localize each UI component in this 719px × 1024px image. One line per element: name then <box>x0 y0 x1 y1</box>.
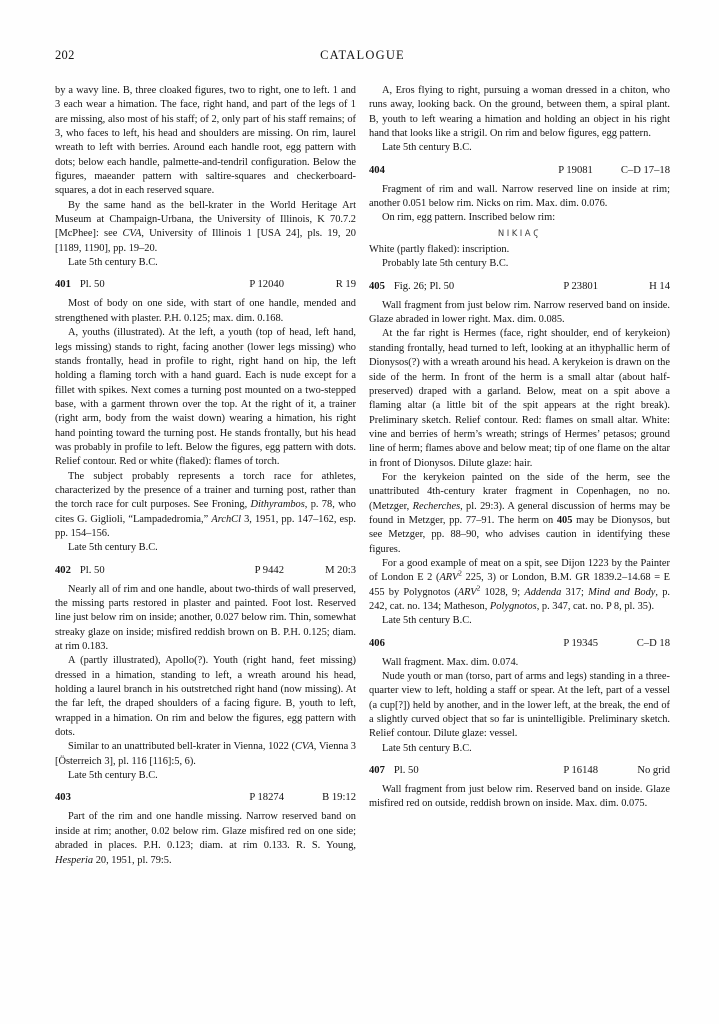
entry-inventory-number: P 12040 <box>249 279 284 291</box>
entry-grid-ref: B 19:12 <box>322 792 356 804</box>
entry-header-406 <box>369 637 670 651</box>
entry-grid-ref: M 20:3 <box>325 564 356 576</box>
paragraph: Wall fragment from just below rim. Reserved band on inside. Glaze misfired red on outside, reddish brown on inside. Max. dim. 0.075. <box>369 784 670 810</box>
paragraph: At the far right is Hermes (face, right shoulder, end of kerykeion) standing frontally, head turned to left, looking at an ithyphallic herm of Dionysos(?) with a wreath around his head. A kerykeion is drawn on the side of the herm. In front of the herm is a small altar (about half-preserved) draped with a garland. Below, meat on a spit above a flaming altar (a little bit of the spit appears at the right break). Preliminary sketch. Relief contour. Red: flames on small altar. White: vine and berries of herm’s wreath; strings of Hermes’ petasos; ground line of herm; flames above and below meat; tip of one flame on the altar in front of Dionysos. Dilute glaze: hair. <box>369 328 670 469</box>
entry-number: 407 <box>369 765 385 777</box>
entry-inventory-number: P 16148 <box>563 765 598 777</box>
entry-number-and-plate <box>369 280 454 294</box>
paragraph: Late 5th century B.C. <box>382 615 472 627</box>
entry-number-and-plate <box>369 764 419 778</box>
entry-number-and-plate <box>55 564 105 578</box>
paragraph: Nude youth or man (torso, part of arms and legs) standing in a three-quarter view to left, holding a staff or spear. At the left, part of a vessel (a cup[?]) held by another, and in the lower left, at the break, the end of a slightly curved object that so far is unintelligible. Preliminary sketch. Relief contour. Dilute glaze: vessel. <box>369 671 670 740</box>
paragraph: A (partly illustrated), Apollo(?). Youth (right hand, feet missing) dressed in a himation, standing to left, a wreath around his head, holding a laurel branch in his outstretched right hand (now missing). At the far left, the draped shoulders of a facing figure. B, youth to left, wrapped in a himation. On rim and below the figures, egg pattern with dots. <box>55 655 356 739</box>
paragraph: Part of the rim and one handle missing. Narrow reserved band on inside at rim; another, 0.02 below rim. Glaze misfired red on one side; abraded in places. P.H. 0.123; diam. at rim 0.133. R. S. Young, Hesperia 20, 1951, pl. 79:5. <box>55 811 356 866</box>
entry-number: 405 <box>369 280 385 292</box>
left-column <box>55 84 356 868</box>
right-column <box>369 84 670 868</box>
entry-number: 403 <box>55 792 71 804</box>
greek-inscription: ΝΙΚΙΑϚ <box>497 228 542 239</box>
entry-grid-ref: R 19 <box>335 279 356 291</box>
page-title: CATALOGUE <box>320 48 405 62</box>
entry-plate-ref: Pl. 50 <box>79 279 105 291</box>
entry-number: 402 <box>55 564 71 576</box>
paragraph: Nearly all of rim and one handle, about two-thirds of wall preserved, the missing parts restored in plaster and painted. Foot lost. Reserved line just below rim on inside; another, 0.027 below rim. Thin, somewhat streaky glaze on inside; misfired reddish brown on B. P.H. 0.125; diam. at rim 0.183. <box>55 583 356 653</box>
paragraph: For the kerykeion painted on the side of the herm, see the unattributed 4th-century krater fragment in Copenhagen, no no. (Metzger, Recherches, pl. 29:3). A general discussion of herms may be found in Metzger, pp. 77–91. The herm on 405 may be Dionysos, but see Metzger, pp. 88–90, who advises caution in identifying these figures. <box>369 471 670 555</box>
paragraph: Late 5th century B.C. <box>382 742 472 754</box>
entry-number-and-plate <box>369 637 394 651</box>
entry-references <box>563 280 670 294</box>
entry-inventory-number: P 19081 <box>558 164 593 176</box>
running-head <box>55 48 670 66</box>
entry-inventory-number: P 18274 <box>249 792 284 804</box>
paragraph: A, Eros flying to right, pursuing a woman dressed in a chiton, who runs away, looking back. On the ground, between them, a spiral plant. B, youth to left wearing a himation and holding an object in his right hand that looks like a strigil. On rim and below figures, egg pattern. <box>369 85 670 140</box>
entry-header-405 <box>369 280 670 294</box>
entry-references <box>249 278 356 292</box>
paragraph: The subject probably represents a torch race for athletes, characterized by the presence of a trainer and turning post, rather than the torch race for cult purposes. See Froning, Dithyrambos, p. 78, who cites G. Giglioli, “Lampadedromia,” ArchCl 3, 1951, pp. 147–162, esp. pp. 154–156. <box>55 470 357 539</box>
paragraph: by a wavy line. B, three cloaked figures, two to right, one to left. 1 and 3 each wear a himation. The face, right hand, and part of the legs of 1 are missing, also most of his staff; of 2, only part of his staff remains; of 3, who faces to left, his head and shoulders are missing. On rim, laurel wreath to left with berries. Around each handle root, egg pattern with dots; below each handle, palmette-and-tendril configuration. Below the figures, maeander pattern with saltire-squares and checkerboard-squares, a dot in each reserved square. <box>55 85 356 197</box>
entry-grid-ref: H 14 <box>649 280 670 292</box>
paragraph: Late 5th century B.C. <box>68 257 158 269</box>
entry-number: 401 <box>55 279 71 291</box>
paragraph: Fragment of rim and wall. Narrow reserved line on inside at rim; another 0.051 below rim. Nicks on rim. Max. dim. 0.076. <box>369 183 670 210</box>
entry-grid-ref: C–D 17–18 <box>620 164 670 176</box>
entry-references <box>563 764 670 778</box>
paragraph: Similar to an unattributed bell-krater in Vienna, 1022 (CVA, Vienna 3 [Österreich 3], pl. 116 [116]:5, 6). <box>55 741 356 767</box>
entry-grid-ref: No grid <box>637 765 670 777</box>
entry-header-402 <box>55 564 356 578</box>
entry-header-403 <box>55 791 356 805</box>
text-columns <box>55 84 670 868</box>
paragraph: Wall fragment from just below rim. Narrow reserved band on inside. Glaze abraded in lower right. Max. dim. 0.085. <box>369 299 670 326</box>
entry-references <box>249 791 356 805</box>
entry-plate-ref: Pl. 50 <box>393 765 419 777</box>
entry-number: 404 <box>369 164 385 176</box>
entry-number-and-plate <box>369 164 394 178</box>
entry-inventory-number: P 23801 <box>563 280 598 292</box>
entry-grid-ref: C–D 18 <box>636 637 670 649</box>
paragraph: White (partly flaked): inscription. <box>369 244 510 256</box>
entry-inventory-number: P 9442 <box>254 564 284 576</box>
paragraph: Late 5th century B.C. <box>68 770 158 782</box>
paragraph: Wall fragment. Max. dim. 0.074. <box>382 656 519 668</box>
page-number: 202 <box>55 48 75 62</box>
entry-number-and-plate <box>55 791 80 805</box>
paragraph: Probably late 5th century B.C. <box>382 258 509 270</box>
entry-number-and-plate <box>55 278 105 292</box>
paragraph: A, youths (illustrated). At the left, a youth (top of head, left hand, legs missing) stands to right, facing another (lower legs missing) who stands frontally, head in profile to right, right hand on hip, the left holding a flaming torch with a hand guard. Each is nude except for a fillet with spikes. Next comes a turning post mounted on a two-stepped base, with a garment thrown over the top. At the right of it, a trainer (right arm, body from the waist down) wearing a himation, his right hand pointing toward the turning post. He stands frontally, but his head was probably in profile to left. Below the figures, egg pattern with dots. Relief contour. Red or white (flaked): flames of torch. <box>55 327 356 468</box>
entry-plate-ref: Fig. 26; Pl. 50 <box>393 280 455 292</box>
paragraph: Late 5th century B.C. <box>68 542 158 554</box>
paragraph: By the same hand as the bell-krater in the World Heritage Art Museum at Champaign-Urbana, the University of Illinois, K 70.7.2 [McPhee]: see CVA, University of Illinois 1 [USA 24], pls. 19, 20 [1189, 1190], pp. 19–20. <box>55 199 356 254</box>
paragraph: Most of body on one side, with start of one handle, mended and strengthened with plaster. P.H. 0.125; max. dim. 0.168. <box>55 298 356 324</box>
entry-references <box>255 564 356 578</box>
paragraph: For a good example of meat on a spit, see Dijon 1223 by the Painter of London E 2 (ARV$^2$ 225, 3) or London, B.M. GR 1839.2–14.68 = E 455 by Polygnotos (ARV$^2$ 1028, 9; Addenda 317; Mind and Body, p. 242, cat. no. 134; Matheson, Polygnotos, p. 347, cat. no. P 8, pl. 35). <box>369 557 671 612</box>
entry-header-401 <box>55 278 356 292</box>
paragraph: Late 5th century B.C. <box>382 142 472 154</box>
paragraph: On rim, egg pattern. Inscribed below rim: <box>382 212 556 224</box>
entry-plate-ref: Pl. 50 <box>79 564 105 576</box>
entry-header-407 <box>369 764 670 778</box>
entry-inventory-number: P 19345 <box>563 637 598 649</box>
entry-number: 406 <box>369 637 385 649</box>
entry-references <box>563 637 670 651</box>
entry-header-404 <box>369 164 670 178</box>
entry-references <box>558 164 670 178</box>
